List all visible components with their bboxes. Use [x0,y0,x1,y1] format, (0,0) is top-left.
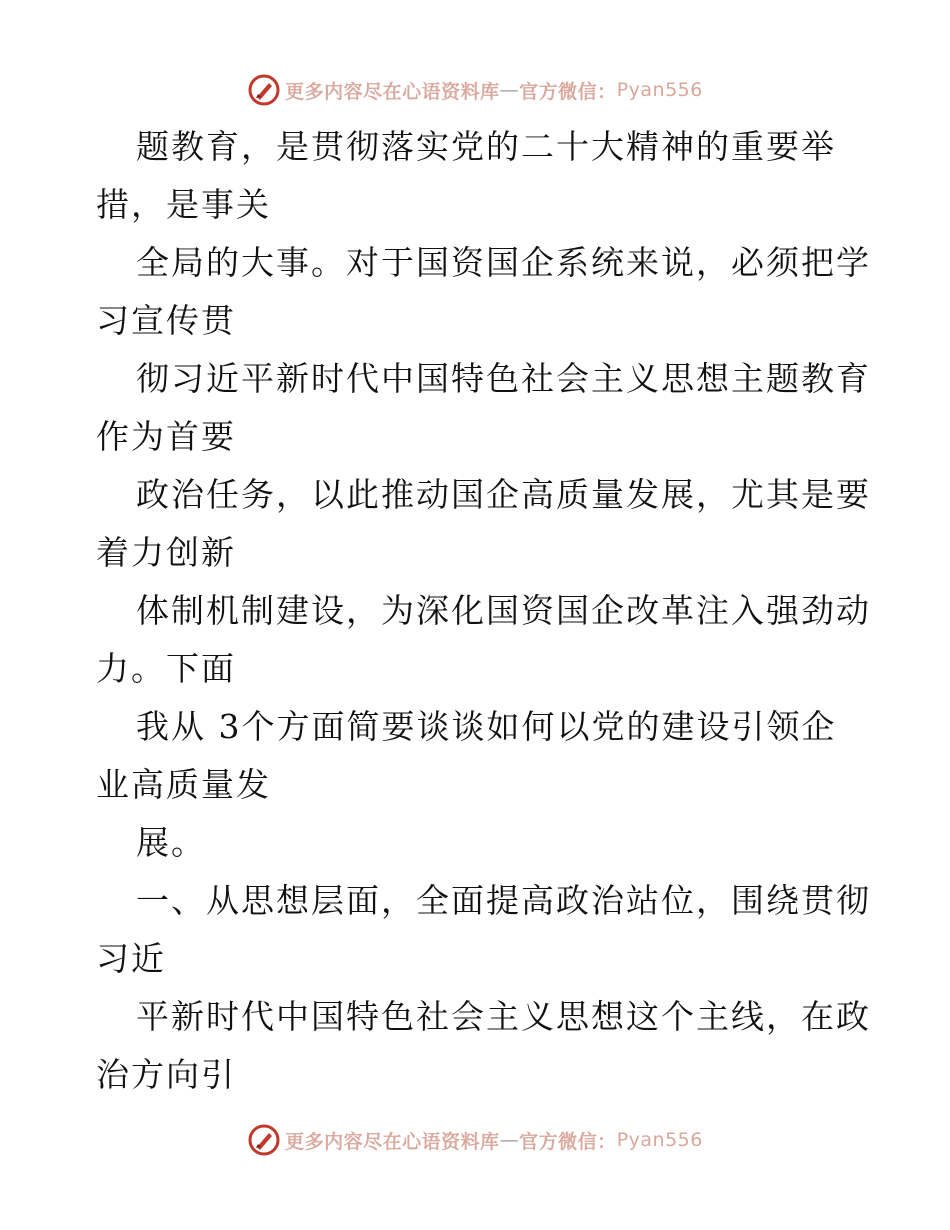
text-line: 我从 3个方面简要谈谈如何以党的建设引领企 [136,707,837,746]
text-line: 业高质量发 [96,765,271,804]
text-line: 措，是事关 [96,185,271,224]
header-watermark [0,70,950,110]
watermark-contact-label: 官方微信： [519,80,617,103]
watermark-separator: — [499,1129,520,1151]
text-line: 全局的大事。对于国资国企系统来说，必须把学 [136,243,871,282]
text-line: 作为首要 [96,417,236,456]
pen-nib-logo-icon [247,1123,281,1157]
text-line: 平新时代中国特色社会主义思想这个主线，在政 [136,997,871,1036]
watermark-brand-text: 更多内容尽在心语资料库 [285,80,500,103]
text-line: 一、从思想层面，全面提高政治站位，围绕贯彻 [136,881,871,920]
watermark-brand-text: 更多内容尽在心语资料库 [285,1130,500,1153]
text-line: 力。下面 [96,649,236,688]
text-line: 彻习近平新时代中国特色社会主义思想主题教育 [136,359,871,398]
pen-nib-logo-icon [247,73,281,107]
document-body [96,118,871,1104]
text-line: 着力创新 [96,533,236,572]
text-line: 政治任务，以此推动国企高质量发展，尤其是要 [136,475,871,514]
watermark-contact-label: 官方微信： [519,1130,617,1153]
watermark-contact-account: Pyan556 [616,79,703,101]
text-line: 习宣传贯 [96,301,236,340]
watermark-contact-account: Pyan556 [616,1129,703,1151]
footer-watermark [0,1120,950,1160]
text-line: 习近 [96,939,166,978]
text-line: 治方向引 [96,1055,236,1094]
text-line: 展。 [136,823,206,862]
text-line: 体制机制建设，为深化国资国企改革注入强劲动 [136,591,871,630]
text-line: 题教育，是贯彻落实党的二十大精神的重要举 [136,127,836,166]
watermark-separator: — [499,79,520,101]
